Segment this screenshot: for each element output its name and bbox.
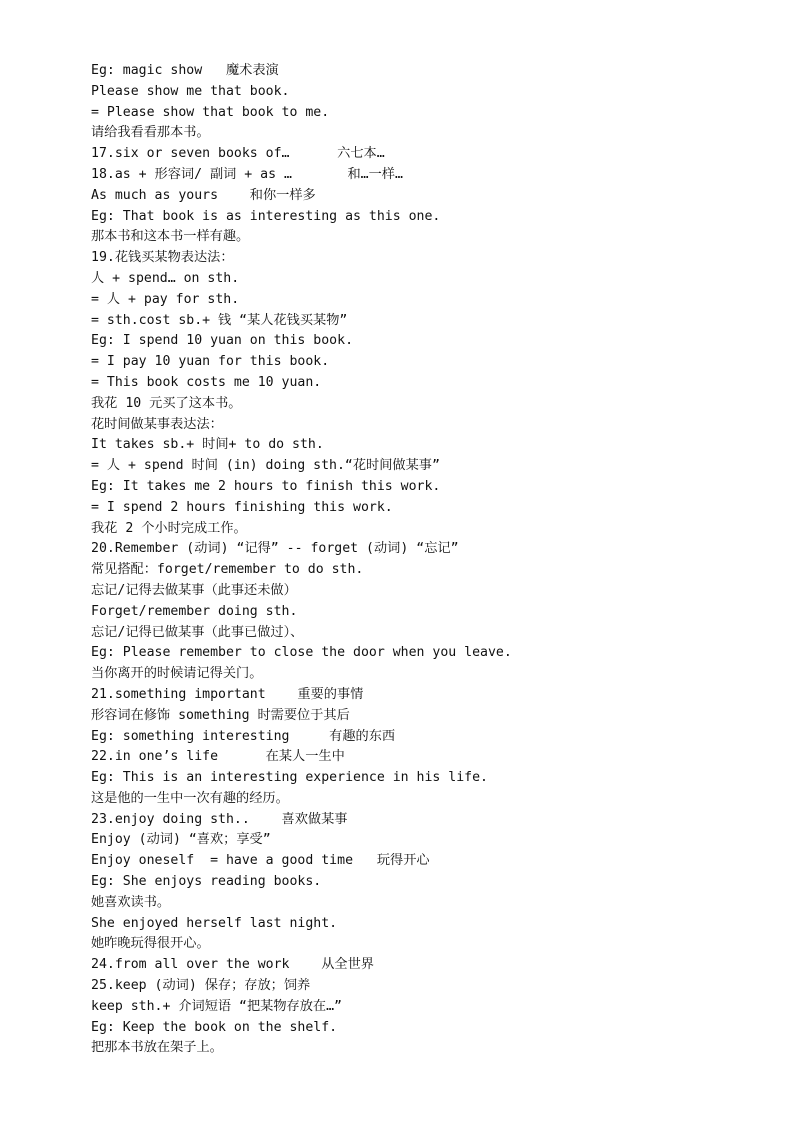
text-line: 常见搭配：forget/remember to do sth. [91,562,364,578]
text-line: Eg: Please remember to close the door when you leave. [91,645,512,661]
text-line: 21.something important 重要的事情 [91,686,364,702]
text-line: Eg: That book is as interesting as this one. [91,208,441,224]
text-line: 把那本书放在架子上。 [91,1040,223,1056]
text-line: As much as yours 和你一样多 [91,187,316,203]
text-line: Eg: I spend 10 yuan on this book. [91,333,354,349]
text-line: 18.as + 形容词/ 副词 + as … 和…一样… [91,166,403,182]
text-line: 忘记/记得去做某事（此事还未做） [91,582,297,598]
text-line: 请给我看看那本书。 [91,125,210,141]
text-line: 形容词在修饰 something 时需要位于其后 [91,707,350,723]
text-line: 我花 2 个小时完成工作。 [91,520,247,536]
text-line: Eg: It takes me 2 hours to finish this work. [91,478,441,494]
text-line: Eg: magic show 魔术表演 [91,63,279,78]
text-line: Enjoy oneself = have a good time 玩得开心 [91,853,430,869]
text-line: Forget/remember doing sth. [91,603,298,619]
text-line: = This book costs me 10 yuan. [91,374,322,390]
text-line: 24.from all over the work 从全世界 [91,957,374,973]
text-line: 花时间做某事表达法： [91,416,223,432]
text-line: 我花 10 元买了这本书。 [91,395,242,411]
text-line: = 人 + pay for sth. [91,291,240,307]
text-line: Eg: She enjoys reading books. [91,874,322,890]
document-body [91,61,751,1059]
text-line: 19.花钱买某物表达法： [91,250,234,266]
text-line: 当你离开的时候请记得关门。 [91,666,263,682]
text-line: 23.enjoy doing sth.. 喜欢做某事 [91,811,348,827]
text-line: She enjoyed herself last night. [91,915,338,931]
text-line: = I pay 10 yuan for this book. [91,354,330,370]
text-line: 22.in one’s life 在某人一生中 [91,749,345,765]
text-line: 她昨晚玩得很开心。 [91,936,210,952]
text-line: 那本书和这本书一样有趣。 [91,229,250,245]
text-line: = sth.cost sb.+ 钱 “某人花钱买某物” [91,312,348,328]
text-line: = Please show that book to me. [91,104,330,120]
text-line: keep sth.+ 介词短语 “把某物存放在…” [91,998,342,1014]
text-line: 20.Remember (动词) “记得” -- forget (动词) “忘记” [91,541,459,557]
text-line: 这是他的一生中一次有趣的经历。 [91,790,289,806]
text-line: = 人 + spend 时间 (in) doing sth.“花时间做某事” [91,458,440,474]
text-line: Eg: This is an interesting experience in his life. [91,770,488,786]
text-line: Please show me that book. [91,83,290,99]
text-line: Eg: something interesting 有趣的东西 [91,728,396,744]
text-line: Enjoy (动词) “喜欢；享受” [91,832,271,848]
text-line: 25.keep (动词) 保存；存放；饲养 [91,978,311,994]
text-line: 忘记/记得已做某事（此事已做过）、 [91,624,304,640]
text-line: It takes sb.+ 时间+ to do sth. [91,437,324,453]
text-line: = I spend 2 hours finishing this work. [91,499,393,515]
text-line: 人 + spend… on sth. [91,270,240,286]
text-line: Eg: Keep the book on the shelf. [91,1019,338,1035]
text-line: 17.six or seven books of… 六七本… [91,146,385,162]
text-line: 她喜欢读书。 [91,894,171,910]
